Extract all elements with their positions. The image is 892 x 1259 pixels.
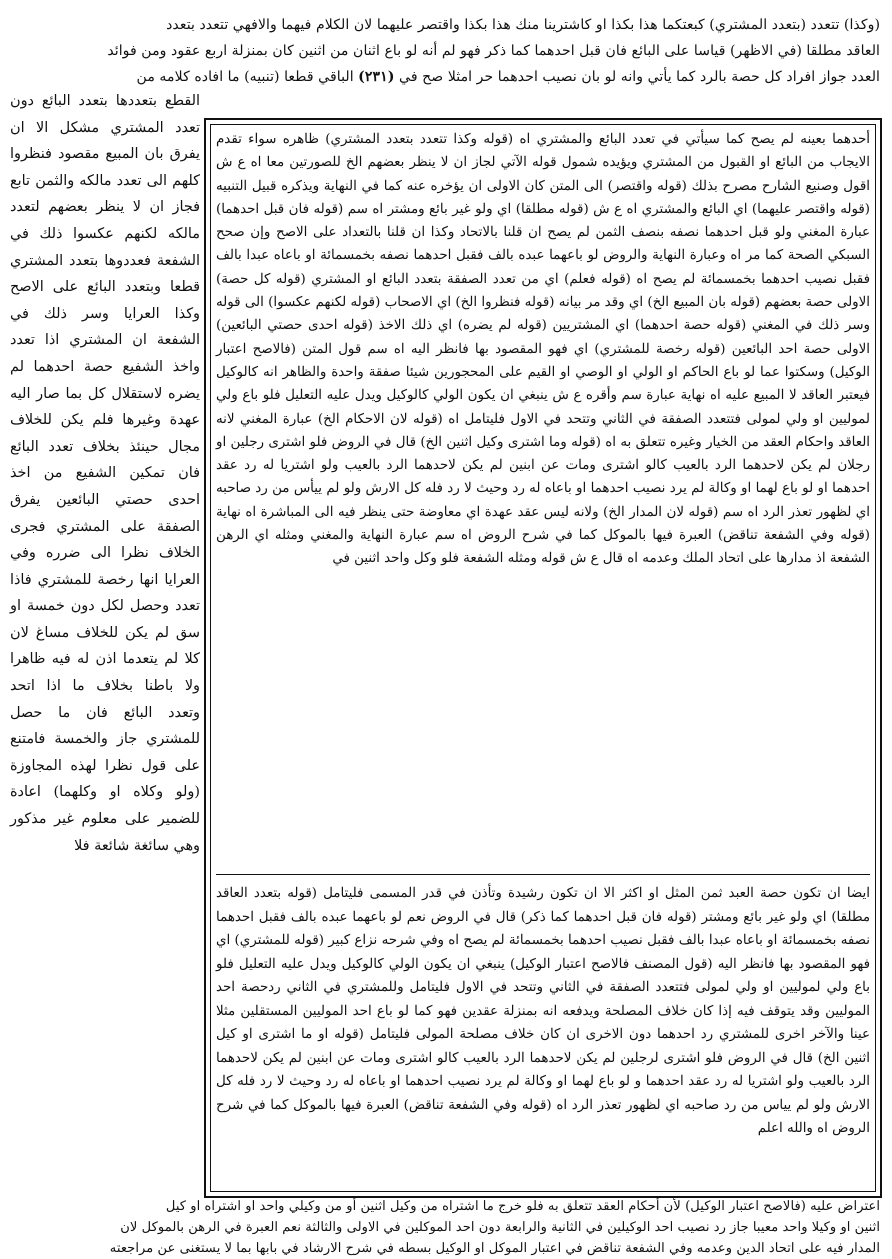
top-line-part: الباقي قطعا (تنبيه) ما افاده كلامه من xyxy=(136,69,354,85)
top-line-part: العدد جواز افراد كل حصة بالرد كما يأتي وانه لو بان نصيب احدهما حر امثلا صح في xyxy=(399,69,880,85)
main-text-top xyxy=(12,12,880,90)
main-text-bottom xyxy=(12,1196,880,1259)
top-line: (وكذا) تتعدد (بتعدد المشتري) كبعتكما هذا بكذا او كاشترينا منك هذا بكذا واقتصر عليهما لان الكلام فيهما والافهي تتعدد بتعدد xyxy=(166,17,880,33)
top-line: العاقد مطلقا (في الاظهر) قياسا على البائع فان قبل احدهما كما ذكر فهو لم أنه لو باع اثنان من اثنين كان بمنزلة اربع عقود ومن فوائد xyxy=(107,43,880,59)
commentary-divider xyxy=(216,874,870,875)
bottom-line: المدار فيه على اتحاد الدين وعدمه وفي الشفعة تناقض في اعتبار الموكل او الوكيل بسطه في شرح الارشاد في بابها بما لا يستغنى عن مراجعته xyxy=(109,1241,880,1256)
commentary-hashiya: أحدهما بعينه لم يصح كما سيأتي في تعدد البائع والمشتري اه (قوله وكذا تتعدد بتعدد المشتري) ظاهره سواء تقدم الايجاب من البائع او القبول من المشتري ويؤيده شمول قوله الآتي لجاز ان لا ينظر بعضهم الخ للصورتين معا اه ع ش اقول وصنيع الشارح مصرح بذلك (قوله واقتصر) الى المتن كان الاولى ان يؤخره عنه كما في النهاية ويذكره قبيل التنبيه (قوله واقتصر عليهما) اي البائع والمشتري اه ع ش (قوله مطلقا) اي ولو غير بائع ومشتر اه سم (قوله فان قبل احدهما) عبارة المغني ولو قبل احدهما نصفه بنصف الثمن لم يصح ان قلنا بالاتحاد وكذا ان قلنا بالتعداد على الاصح وإن صحح السبكي الصحة كما مر اه وعبارة النهاية والروض لو باعهما عبده بالف فقبل احدهما نصفه بخمسمائة او باعاه عبدا بالف فقبل نصيب احدهما بخمسمائة لم يصح اه (قوله فعلم) اي من تعدد الصفقة بتعدد البائع او المشتري (قوله كل حصة) الاولى حصة بعضهم (قوله بان المبيع الخ) اي وقد مر بيانه (قوله فنظروا الخ) اي الاصحاب (قوله لكنهم عكسوا) الى قوله وسر ذلك في المغني (قوله حصة احدهما) اي المشتريين (قوله لم يضره) اي ذلك الاخذ (قوله احدى حصتي البائعين) الاولى حصة احد البائعين (قوله رخصة للمشتري) اي فهو المقصود بها فانظر اليه اه سم قول المتن (فالاصح اعتبار الوكيل) وسكتوا عما لو باع الحاكم او الولي او الوصي او القيم على المحجورين شيئا صفقة واحدة والظاهر انه كالوكيل فيعتبر العاقد لا المبيع عليه اه نهاية عبارة سم وأقره ع ش ينبغي ان يكون الولي كالوكيل ويدل عليه التعليل فلو باع ولي لموليين او ولي لمولى فتتعدد الصفقة في الثاني وتتحد في الاول فليتامل اه (قوله لان الاحكام الخ) عبارة المغني لانه العاقد واحكام العقد من الخيار وغيره تتعلق به اه (قوله وما اشترى وكيل اثنين الخ) قال في الروض فلو اشترى رجلين او رجلان لم يكن لاحدهما الرد بالعيب كالو اشترى ومات عن ابنين لم يكن لاحدهما الرد بالعيب ولو اشتريا له رد عقد احدهما او لو باع لهما او وكالة لم يرد نصيب احدهما او باعاه له رد وحيث لا رد فله كل الارش ولو لم ييأس من رد صاحبه اي لظهور تعذر الرد اه سم (قوله لان المدار الخ) ولانه ليس عقد عهدة اي معاوضة حتى ينظر فيه الى المباشرة اه نهاية (قوله وفي الشفعة تناقض) العبرة فيها بالموكل كما في شرح الروض اه سم عبارة النهاية والمغني ومثله اي الرهن الشفعة اذ مدارها على اتحاد الملك وعدمه اه قال ع ش قوله ومثله الشفعة فلو وكل واحد اثنين في xyxy=(216,132,870,567)
page-number: (٢٣١) xyxy=(358,69,395,85)
bottom-line: اعتراض عليه (فالاصح اعتبار الوكيل) لأن أحكام العقد تتعلق به فلو خرج ما اشتراه من وكيل اثنين أو من وكيلي واحد او اشتراه او كيل xyxy=(165,1199,880,1214)
margin-matn-column: القطع بتعددها بتعدد البائع دون تعدد المشتري مشكل الا ان يفرق بان المبيع مقصود فنظروا كلهم الى تعدد مالكه والثمن تابع فجاز ان لا ينظر بعضهم لتعدد مالكه لكنهم عكسوا ذلك في الشفعة فعددوها بتعدد المشتري قطعا وبتعدد البائع على الاصح وكذا العرايا وسر ذلك في الشفعة ان المشتري اذا تعدد واخذ الشفيع حصة احدهما لم يضره لاستقلال كل بما صار اليه عهدة وغيرها فلم يكن للخلاف مجال حينئذ بخلاف تعدد البائع فان تمكين الشفيع من اخذ احدى حصتي البائعين يفرق الصفقة على المشتري فجرى الخلاف نظرا الى ضرره وفي العرايا انها رخصة للمشتري فاذا تعدد وحصل لكل دون خمسة او سق لم يكن للخلاف مساغ لان كلا لم يتعدما اذن له فيه ظاهرا ولا باطنا بخلاف ما اذا اتحد وتعدد البائع فان ما حصل للمشتري جاز والخمسة فامتنع على قول نظرا لهذه المجاوزة (ولو وكلاه او وكلهما) اعادة للضمير على معلوم غير مذكور وهي سائغة شائعة فلا xyxy=(10,93,200,854)
commentary-sm-note: ايضا ان تكون حصة العبد ثمن المثل او اكثر الا ان تكون رشيدة وتأذن في قدر المسمى فليتامل (قوله بتعدد العاقد مطلقا) اي ولو غير بائع ومشتر (قوله فان قبل احدهما كما ذكر) قال في الروض نعم لو باعهما عبده بالف فقبل احدهما نصفه بخمسمائة او باعاه عبدا بالف فقبل نصيب احدهما بخمسمائة لم يصح اه وفي شرحه نزاع كبير (قوله للمشتري) اي فهو المقصود بها فانظر اليه (قول المصنف فالاصح اعتبار الوكيل) ينبغي ان يكون الولي كالوكيل ويدل عليه التعليل فلو باع ولي لموليين او ولي لمولى فتتعدد الصفقة في الثاني وتتحد في الاول فليتامل وللمشتري في الثاني ردحصة احد الموليين وقد يتوقف فيه إذا كان خلاف المصلحة ويدفعه انه بمنزلة عقدين فهو كما لو باع احد الموليين المستقلين مثلا عينا والآخر اخرى للمشتري رد احدهما دون الاخرى ان كان خلاف مصلحة المولى فليتامل (قوله او ما اشترى او كيل اثنين الخ) قال في الروض فلو اشترى لرجلين لم يكن لاحدهما الرد بالعيب كالو اشترى ومات عن ابنين لم يكن لاحدهما الرد بالعيب ولو اشتريا له رد عقد احدهما و لو باع لهما او وكالة لم يرد نصيب احدهما او باعاه له رد وحيث لا رد فله كل الارش ولو لم يياس من رد صاحبه اي لظهور تعذر الرد اه (قوله وفي الشفعة تناقض) العبرة فيها بالموكل كما في شرح الروض اه والله اعلم xyxy=(216,886,870,1136)
bottom-line: اثنين او وكيلا واحد معيبا جاز رد نصيب احد الوكيلين في الثانية والرابعة دون احد الموكلين في الاولى والثالثة نعم العبرة في الرهن بالموكل لان xyxy=(120,1220,880,1235)
top-line-with-page-number xyxy=(12,64,880,90)
